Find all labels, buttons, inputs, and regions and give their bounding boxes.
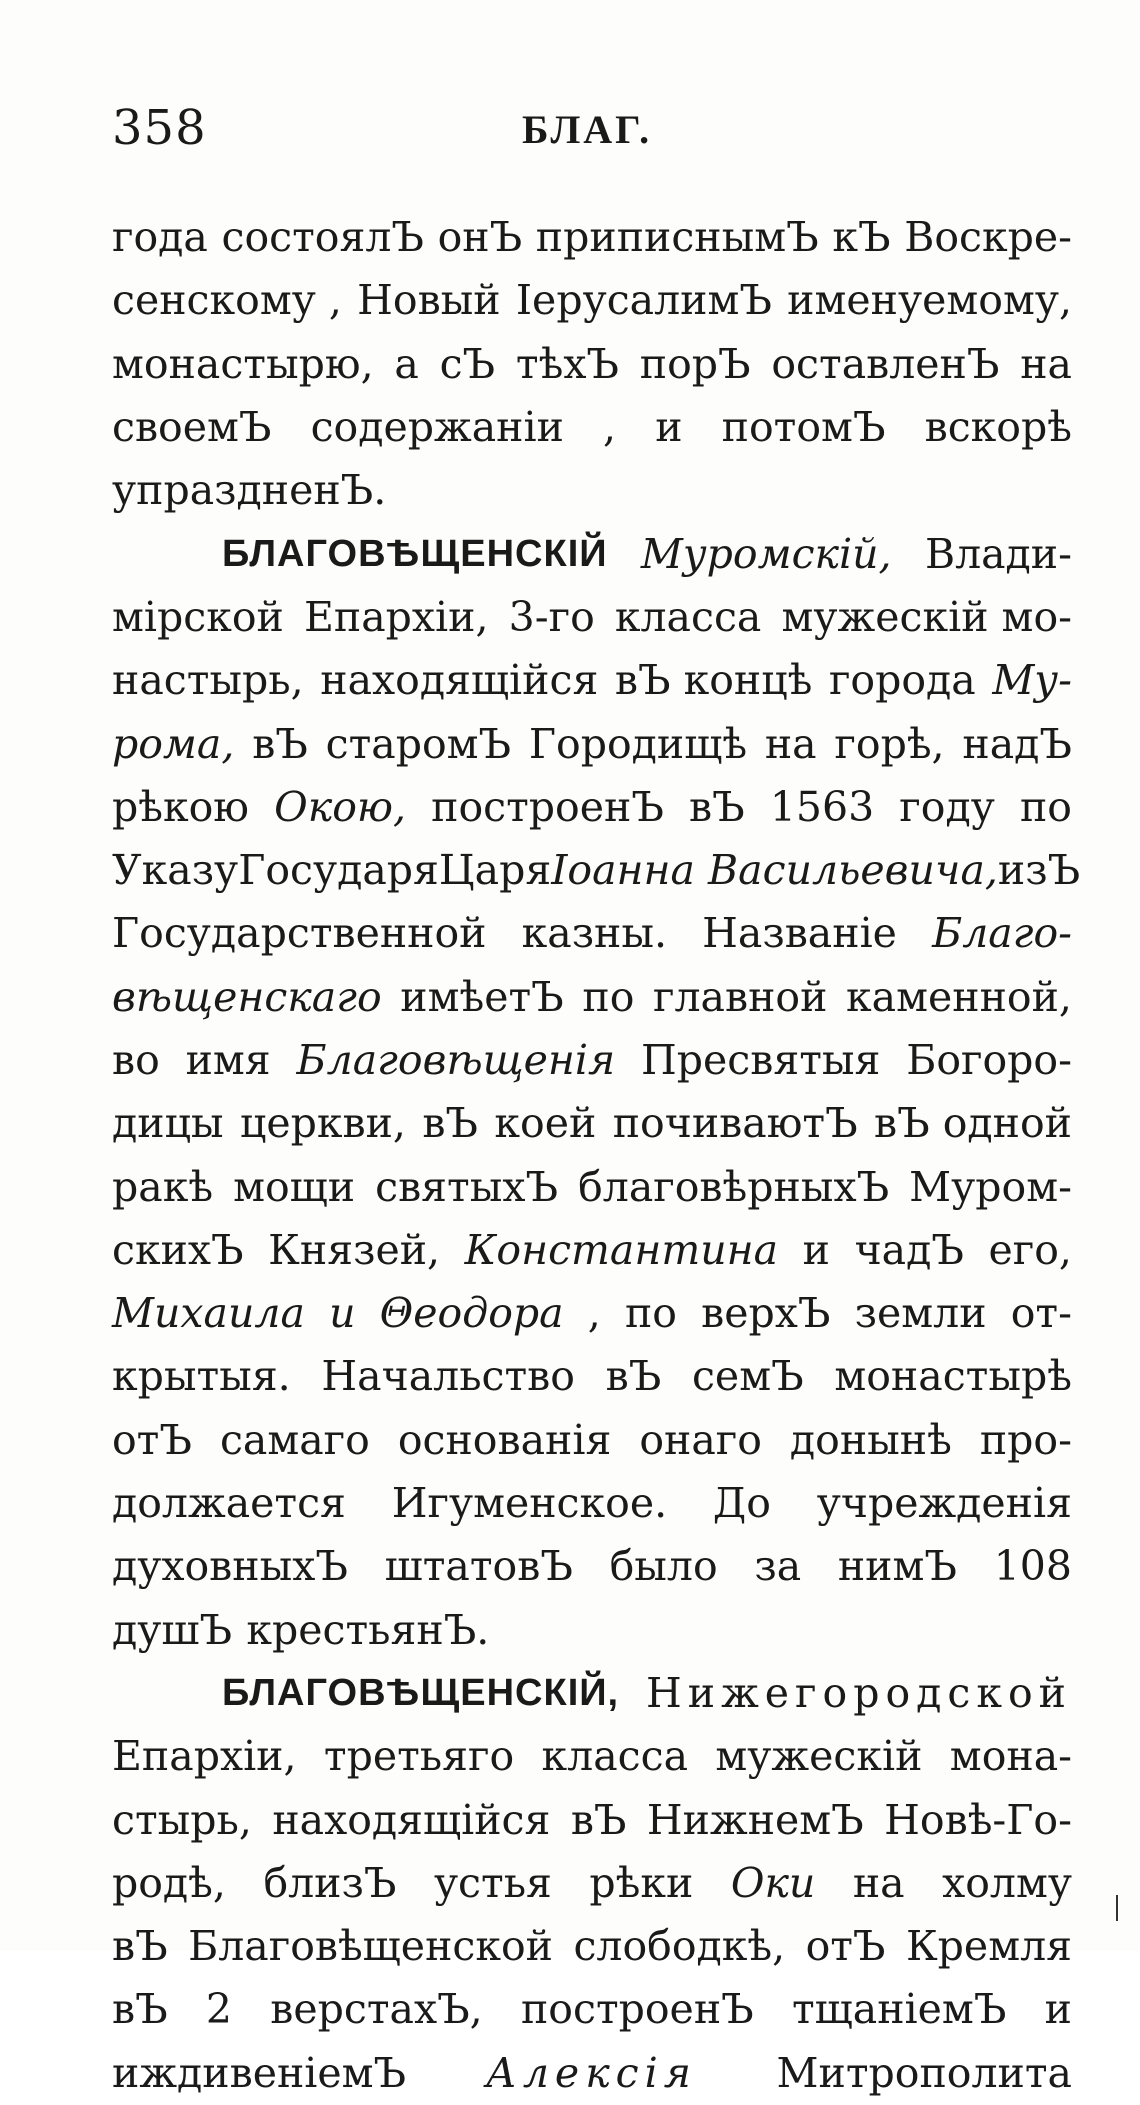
text-line bbox=[112, 586, 1072, 649]
word: стырь, bbox=[112, 1795, 252, 1844]
word: верхЪ bbox=[701, 1289, 831, 1338]
word: старомЪ bbox=[325, 719, 512, 768]
text-line bbox=[112, 1788, 1072, 1851]
word: учрежденiя bbox=[816, 1479, 1072, 1528]
word: настырь, bbox=[112, 656, 304, 705]
text-line bbox=[112, 396, 1072, 459]
word: скихЪ bbox=[112, 1225, 244, 1274]
word: Благо- bbox=[932, 909, 1072, 958]
body-text bbox=[112, 206, 1081, 2105]
word: на bbox=[764, 719, 817, 768]
word: НижнемЪ bbox=[646, 1795, 864, 1844]
word: Новый bbox=[357, 276, 501, 325]
word: Муромскiй, bbox=[640, 529, 892, 578]
word: Муром- bbox=[909, 1162, 1072, 1211]
word: мiрской bbox=[112, 592, 284, 641]
word: Начальство bbox=[321, 1352, 575, 1401]
word: монастырю, bbox=[112, 339, 374, 388]
word: приписнымЪ bbox=[535, 213, 819, 262]
word: состоялЪ bbox=[221, 213, 424, 262]
word: монастырѣ bbox=[834, 1352, 1072, 1401]
word: душЪ bbox=[112, 1605, 233, 1654]
word: содержанiи bbox=[310, 403, 564, 452]
word: иждивенiемЪ bbox=[112, 2048, 407, 2097]
word: донынѣ bbox=[789, 1415, 952, 1464]
word: по bbox=[624, 1289, 677, 1338]
word: вЪ концѣ bbox=[614, 656, 813, 705]
word: сенскому , bbox=[112, 276, 342, 325]
word: духовныхЪ bbox=[112, 1542, 348, 1591]
word: 3-го bbox=[508, 592, 595, 641]
text-line bbox=[112, 206, 1072, 269]
word: надЪ bbox=[962, 719, 1072, 768]
word: оставленЪ bbox=[771, 339, 1000, 388]
word: тѣхЪ bbox=[515, 339, 620, 388]
word: святыхЪ bbox=[375, 1162, 559, 1211]
word: земли bbox=[854, 1289, 987, 1338]
text-line bbox=[112, 1345, 1072, 1408]
word: Влади- bbox=[924, 529, 1072, 578]
word: основанiя bbox=[397, 1415, 612, 1464]
word: крытыя. bbox=[112, 1352, 291, 1401]
word: мощи bbox=[233, 1162, 356, 1211]
word: построенЪ bbox=[431, 782, 664, 831]
word: родѣ, bbox=[112, 1858, 226, 1907]
text-line bbox=[112, 1662, 1072, 1725]
word: онаго bbox=[639, 1415, 762, 1464]
word: Названiе bbox=[702, 909, 897, 958]
word: IерусалимЪ bbox=[515, 276, 772, 325]
word: вЪ bbox=[112, 1985, 168, 2034]
word: дицы bbox=[112, 1099, 224, 1148]
word: своемЪ bbox=[112, 403, 272, 452]
word: по bbox=[1019, 782, 1072, 831]
word: года bbox=[112, 213, 208, 262]
text-line bbox=[112, 333, 1072, 396]
text-line bbox=[112, 1978, 1072, 2041]
text-line bbox=[112, 1155, 1072, 1218]
word: вскорѣ bbox=[924, 403, 1072, 452]
text-line bbox=[112, 712, 1072, 775]
word: во bbox=[112, 1036, 160, 1084]
word: изЪ bbox=[997, 846, 1081, 895]
word: рѣкою bbox=[112, 782, 249, 831]
word: каменной, bbox=[846, 972, 1072, 1021]
word: про- bbox=[979, 1415, 1072, 1464]
word: имѣетЪ bbox=[400, 972, 564, 1021]
word: самаго bbox=[219, 1415, 370, 1464]
word: церкви, bbox=[239, 1099, 406, 1148]
word: мужескiй мо- bbox=[781, 592, 1072, 641]
word: Благовѣщенской bbox=[188, 1922, 553, 1971]
word: Михаила bbox=[112, 1289, 305, 1338]
word: БЛАГОВѢЩЕНСКIЙ bbox=[222, 533, 608, 576]
word: и bbox=[802, 1225, 830, 1274]
word: и bbox=[1044, 1985, 1072, 2034]
word: Царя bbox=[438, 846, 552, 895]
word: Князей, bbox=[268, 1225, 441, 1274]
word: Указу bbox=[112, 846, 239, 895]
word: вЪ bbox=[112, 1922, 168, 1971]
word: именуемому, bbox=[787, 276, 1072, 325]
word: 1563 bbox=[769, 782, 875, 831]
word: города bbox=[828, 656, 976, 705]
word: потомЪ bbox=[721, 403, 886, 452]
word: почиваютЪ bbox=[612, 1099, 858, 1148]
word: рома, bbox=[112, 719, 235, 768]
word: находящiйся bbox=[320, 656, 599, 705]
word: близЪ bbox=[263, 1858, 397, 1907]
word: Епархiи, bbox=[303, 592, 489, 641]
word: БЛАГОВѢЩЕНСКIЙ, bbox=[222, 1672, 620, 1715]
word: Пресвятыя bbox=[641, 1036, 881, 1084]
word: Нижегородской bbox=[646, 1668, 1072, 1717]
text-line bbox=[112, 966, 1072, 1029]
word: Оки bbox=[730, 1858, 816, 1907]
word: упраздненЪ. bbox=[112, 466, 387, 515]
word: Алексiя bbox=[485, 2048, 697, 2097]
word: имя bbox=[185, 1036, 271, 1084]
word: его, bbox=[988, 1225, 1072, 1274]
word: построенЪ bbox=[520, 1985, 754, 2034]
text-line bbox=[112, 1409, 1072, 1472]
text-line bbox=[112, 2042, 1072, 2105]
word: вЪ bbox=[252, 719, 308, 768]
word: Городищѣ bbox=[528, 719, 748, 768]
word: , bbox=[587, 1289, 601, 1338]
word: году bbox=[899, 782, 995, 831]
text-line bbox=[112, 776, 1072, 839]
word: Му- bbox=[992, 656, 1072, 705]
word: Государственной bbox=[112, 909, 487, 958]
text-line bbox=[112, 1092, 1072, 1155]
text-line bbox=[112, 522, 1072, 585]
word: 108 bbox=[993, 1542, 1072, 1591]
word: третьяго bbox=[323, 1732, 515, 1781]
word: слободкѣ, bbox=[573, 1922, 786, 1971]
word: порЪ bbox=[639, 339, 751, 388]
text-line bbox=[112, 1915, 1072, 1978]
running-head: БЛАГ. bbox=[522, 107, 653, 152]
text-line bbox=[112, 1535, 1072, 1598]
word: от- bbox=[1010, 1289, 1072, 1338]
word: было bbox=[609, 1542, 718, 1591]
word: Государя bbox=[238, 846, 439, 895]
word: Iоанна Васильевича, bbox=[551, 846, 998, 895]
text-line bbox=[112, 1852, 1072, 1915]
word: находящiйся bbox=[272, 1795, 551, 1844]
word: вЪ bbox=[422, 1099, 478, 1148]
text-line bbox=[112, 1282, 1072, 1345]
word: штатовЪ bbox=[384, 1542, 573, 1591]
word: коей bbox=[494, 1099, 597, 1148]
word: устья bbox=[433, 1858, 552, 1907]
word: вѣщенскаго bbox=[112, 972, 382, 1021]
word: отЪ bbox=[805, 1922, 886, 1971]
text-line bbox=[112, 269, 1072, 332]
word: верстахЪ, bbox=[270, 1985, 483, 2034]
word: по bbox=[582, 972, 635, 1021]
word: на bbox=[1020, 339, 1072, 388]
text-line bbox=[112, 1219, 1072, 1282]
margin-mark bbox=[1116, 1895, 1118, 1921]
word: на bbox=[852, 1858, 905, 1907]
word: мона- bbox=[949, 1732, 1072, 1781]
word: вЪ bbox=[689, 782, 745, 831]
word: , bbox=[603, 403, 617, 452]
page-header bbox=[112, 100, 1072, 170]
word: отЪ bbox=[112, 1415, 192, 1464]
word: 2 bbox=[205, 1985, 233, 2034]
word: Окою, bbox=[274, 782, 407, 831]
text-line bbox=[112, 902, 1072, 965]
text-line bbox=[112, 1725, 1072, 1788]
word: Константина bbox=[464, 1225, 779, 1274]
text-line bbox=[112, 839, 1081, 902]
word: класса bbox=[614, 592, 762, 641]
word: нимЪ bbox=[837, 1542, 957, 1591]
word: и bbox=[329, 1289, 356, 1338]
word: казны. bbox=[521, 909, 668, 958]
word: и bbox=[655, 403, 683, 452]
word: благовѣрныхЪ bbox=[578, 1162, 890, 1211]
word: Митрополита bbox=[776, 2048, 1072, 2097]
word: Богоро- bbox=[906, 1036, 1072, 1084]
word: кЪ bbox=[832, 213, 891, 262]
word: вЪ одной bbox=[874, 1099, 1072, 1148]
word: вЪ bbox=[570, 1795, 627, 1844]
word: семЪ bbox=[691, 1352, 804, 1401]
word: класса bbox=[541, 1732, 689, 1781]
word: холму bbox=[942, 1858, 1072, 1907]
word: чадЪ bbox=[854, 1225, 964, 1274]
word: должается bbox=[112, 1479, 346, 1528]
text-line bbox=[112, 1029, 1072, 1092]
word: Кремля bbox=[905, 1922, 1072, 1971]
word: До bbox=[712, 1479, 771, 1528]
word: тщанiемЪ bbox=[791, 1985, 1007, 2034]
word: онЪ bbox=[437, 213, 523, 262]
word: за bbox=[754, 1542, 802, 1591]
page-number: 358 bbox=[112, 100, 207, 156]
word: вЪ bbox=[605, 1352, 662, 1401]
word: Воскре- bbox=[904, 213, 1072, 262]
word: Епархiи, bbox=[112, 1732, 297, 1781]
word: Θеодора bbox=[379, 1289, 564, 1338]
word: а bbox=[394, 339, 419, 388]
word: ракѣ bbox=[112, 1162, 214, 1211]
word: Благовѣщенiя bbox=[296, 1036, 616, 1084]
word: мужескiй bbox=[715, 1732, 923, 1781]
text-line bbox=[112, 1599, 1072, 1662]
word: рѣки bbox=[589, 1858, 694, 1907]
word: крестьянЪ. bbox=[246, 1605, 490, 1654]
text-line bbox=[112, 459, 1072, 522]
word: горѣ, bbox=[834, 719, 945, 768]
word: Игуменское. bbox=[391, 1479, 668, 1528]
word: Новѣ-Го- bbox=[884, 1795, 1072, 1844]
word: главной bbox=[653, 972, 828, 1021]
text-line bbox=[112, 649, 1072, 712]
word: сЪ bbox=[439, 339, 496, 388]
text-line bbox=[112, 1472, 1072, 1535]
